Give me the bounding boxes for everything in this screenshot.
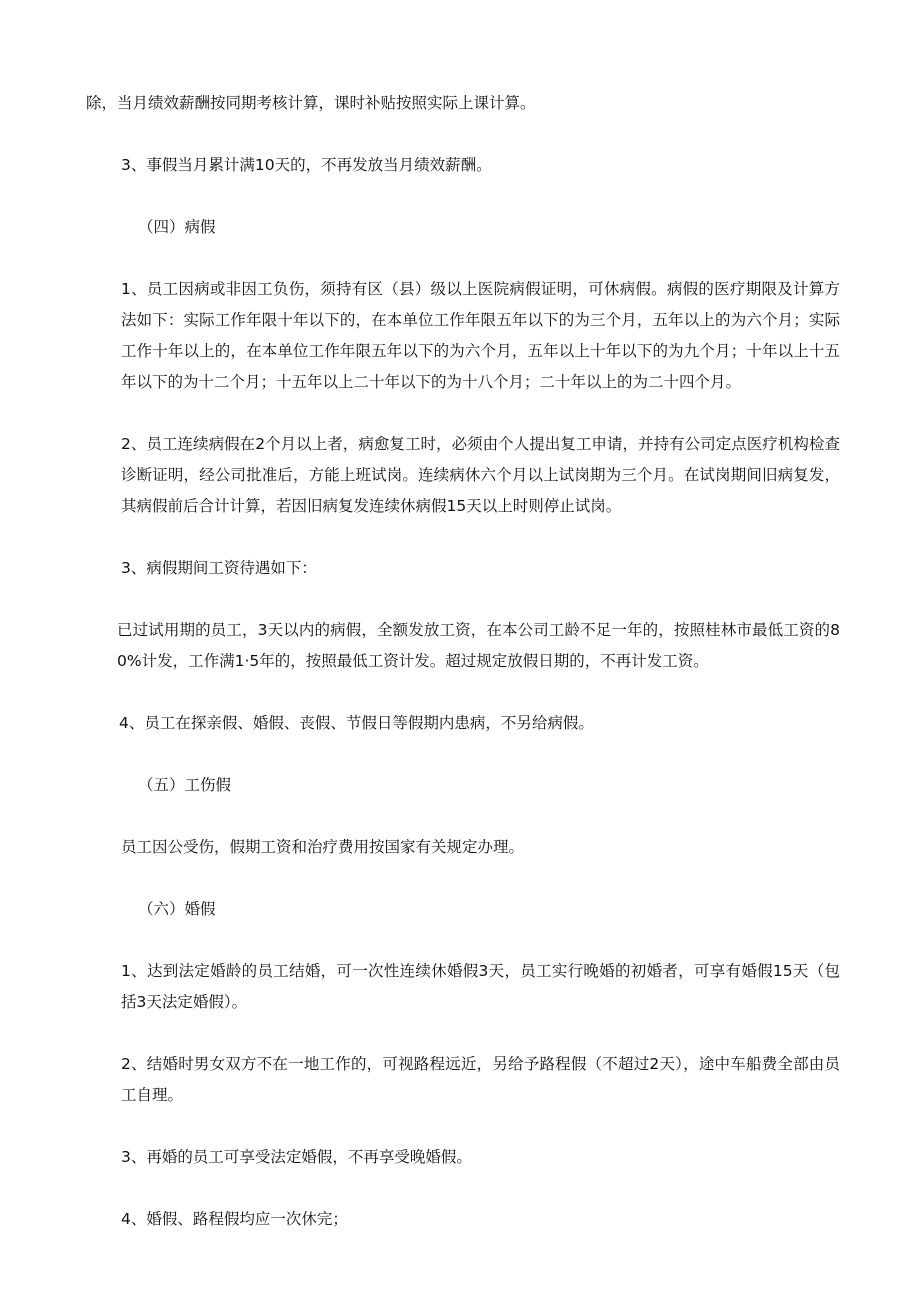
- paragraph-sick-leave-pay: 已过试用期的员工，3天以内的病假，全额发放工资，在本公司工龄不足一年的，按照桂林市最低工资的80%计发，工作满1·5年的，按照最低工资计发。超过规定放假日期的，不再计发工资。: [117, 621, 840, 670]
- paragraph-marriage-leave-item-1: 1、达到法定婚龄的员工结婚，可一次性连续休婚假3天，员工实行晚婚的初婚者，可享有婚假15天（包括3天法定婚假）。: [121, 962, 840, 1011]
- paragraph-marriage-leave-item-4: 4、婚假、路程假均应一次休完；: [121, 1210, 348, 1228]
- paragraph-personal-leave-item-3: 3、事假当月累计满10天的，不再发放当月绩效薪酬。: [121, 156, 492, 174]
- paragraph-marriage-leave-item-2: 2、结婚时男女双方不在一地工作的，可视路程远近，另给予路程假（不超过2天），途中车船费全部由员工自理。: [121, 1055, 840, 1104]
- paragraph-sick-leave-item-3: 3、病假期间工资待遇如下：: [121, 559, 317, 577]
- paragraph-sick-leave-item-2: 2、员工连续病假在2个月以上者，病愈复工时，必须由个人提出复工申请，并持有公司定点医疗机构检查诊断证明，经公司批准后，方能上班试岗。连续病休六个月以上试岗期为三个月。在试岗期间旧病复发，其病假前后合计计算，若因旧病复发连续休病假15天以上时则停止试岗。: [121, 435, 840, 515]
- paragraph-continuation: 除，当月绩效薪酬按同期考核计算，课时补贴按照实际上课计算。: [86, 94, 536, 112]
- paragraph-marriage-leave-item-3: 3、再婚的员工可享受法定婚假，不再享受晚婚假。: [121, 1148, 472, 1166]
- section-heading-sick-leave: （四）病假: [138, 218, 216, 236]
- paragraph-work-injury: 员工因公受伤，假期工资和治疗费用按国家有关规定办理。: [121, 838, 525, 856]
- paragraph-sick-leave-item-4: 4、员工在探亲假、婚假、丧假、节假日等假期内患病，不另给病假。: [119, 714, 594, 732]
- section-heading-marriage-leave: （六）婚假: [138, 900, 216, 918]
- section-heading-work-injury-leave: （五）工伤假: [138, 776, 232, 794]
- paragraph-sick-leave-item-1: 1、员工因病或非因工负伤，须持有区（县）级以上医院病假证明，可休病假。病假的医疗期限及计算方法如下：实际工作年限十年以下的，在本单位工作年限五年以下的为三个月，五年以上的为六个月；实际工作十年以上的，在本单位工作年限五年以下的为六个月，五年以上十年以下的为九个月；十年以上十五年以下的为十二个月；十五年以上二十年以下的为十八个月；二十年以上的为二十四个月。: [121, 280, 840, 391]
